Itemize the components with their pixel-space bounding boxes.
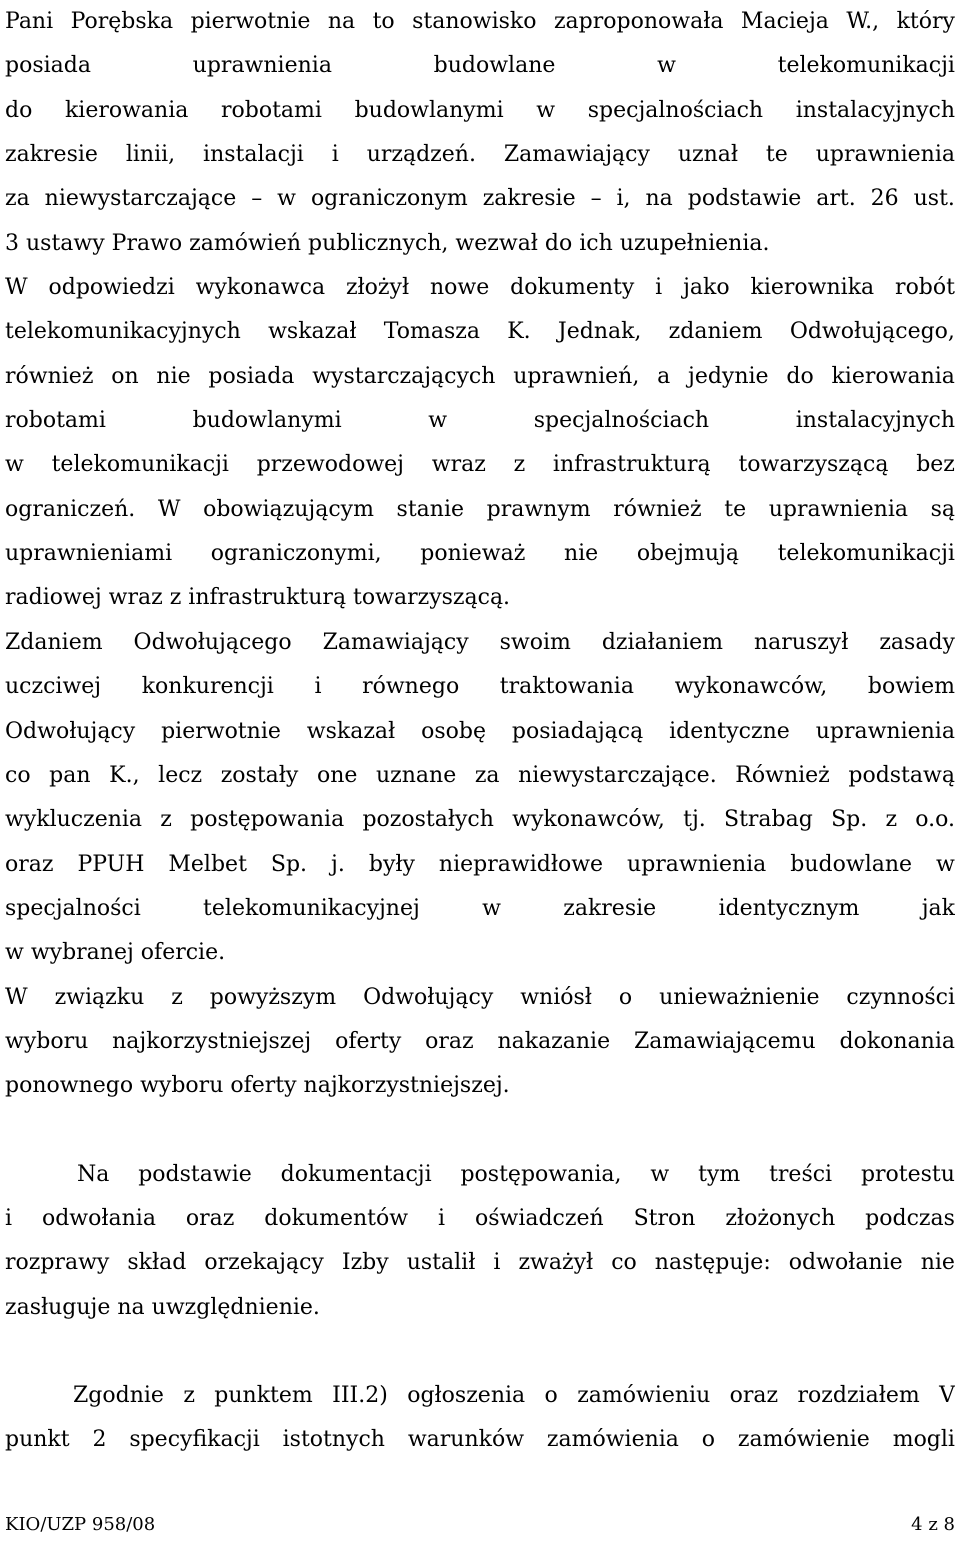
text-line: uczciwej konkurencji i równego traktowania wykonawców, bowiem xyxy=(5,674,955,700)
text-line: w telekomunikacji przewodowej wraz z infrastrukturą towarzyszącą bez xyxy=(5,452,955,478)
paragraph-spacer xyxy=(5,1109,955,1153)
text-line: Na podstawie dokumentacji postępowania, w tym treści protestu xyxy=(77,1161,955,1187)
text-line: Odwołujący pierwotnie wskazał osobę posiadającą identyczne uprawnienia xyxy=(5,718,955,744)
text-line: telekomunikacyjnych wskazał Tomasza K. Jednak, zdaniem Odwołującego, xyxy=(5,319,955,345)
text-line: do kierowania robotami budowlanymi w specjalnościach instalacyjnych xyxy=(5,97,955,123)
text-line: rozprawy skład orzekający Izby ustalił i zważył co następuje: odwołanie nie xyxy=(5,1250,955,1276)
text-line: wykluczenia z postępowania pozostałych wykonawców, tj. Strabag Sp. z o.o. xyxy=(5,807,955,833)
text-line: Zdaniem Odwołującego Zamawiający swoim działaniem naruszył zasady xyxy=(5,629,955,655)
text-line: W związku z powyższym Odwołujący wniósł o unieważnienie czynności xyxy=(5,984,955,1010)
text-line: posiada uprawnienia budowlane w telekomunikacji xyxy=(5,53,955,79)
text-line: oraz PPUH Melbet Sp. j. były nieprawidłowe uprawnienia budowlane w xyxy=(5,851,955,877)
text-line: za niewystarczające – w ograniczonym zakresie – i, na podstawie art. 26 ust. xyxy=(5,186,955,212)
text-line: robotami budowlanymi w specjalnościach instalacyjnych xyxy=(5,408,955,434)
text-line: zakresie linii, instalacji i urządzeń. Zamawiający uznał te uprawnienia xyxy=(5,142,955,168)
text-line: Pani Porębska pierwotnie na to stanowisko zaproponowała Macieja W., który xyxy=(5,9,955,34)
text-line: zasługuje na uwzględnienie. xyxy=(5,1294,320,1320)
text-line: również on nie posiada wystarczających uprawnień, a jedynie do kierowania xyxy=(5,363,955,389)
text-line: wyboru najkorzystniejszej oferty oraz nakazanie Zamawiającemu dokonania xyxy=(5,1028,955,1054)
paragraph xyxy=(5,1374,955,1463)
text-line: co pan K., lecz zostały one uznane za niewystarczające. Również podstawą xyxy=(5,762,955,788)
text-line: radiowej wraz z infrastrukturą towarzyszącą. xyxy=(5,585,511,611)
paragraph xyxy=(5,621,955,976)
paragraph xyxy=(5,0,955,621)
text-line: i odwołania oraz dokumentów i oświadczeń Stron złożonych podczas xyxy=(5,1205,955,1231)
text-line: W odpowiedzi wykonawca złożył nowe dokumenty i jako kierownika robót xyxy=(5,275,955,301)
text-line: uprawnieniami ograniczonymi, ponieważ nie obejmują telekomunikacji xyxy=(5,541,955,567)
text-line: Zgodnie z punktem III.2) ogłoszenia o zamówieniu oraz rozdziałem V xyxy=(73,1382,955,1408)
document-body xyxy=(5,0,955,1463)
paragraph xyxy=(5,976,955,1109)
paragraph-spacer xyxy=(5,1330,955,1374)
paragraph xyxy=(5,1153,955,1330)
text-line: ponownego wyboru oferty najkorzystniejszej. xyxy=(5,1073,510,1099)
text-line: punkt 2 specyfikacji istotnych warunków zamówienia o zamówienie mogli xyxy=(5,1427,955,1453)
text-line: 3 ustawy Prawo zamówień publicznych, wezwał do ich uzupełnienia. xyxy=(5,230,770,256)
text-line: specjalności telekomunikacyjnej w zakresie identycznym jak xyxy=(5,895,955,921)
page-footer xyxy=(5,1514,955,1536)
text-line: ograniczeń. W obowiązującym stanie prawnym również te uprawnienia są xyxy=(5,496,955,522)
page-number: 4 z 8 xyxy=(911,1514,955,1535)
text-line: w wybranej ofercie. xyxy=(5,940,226,966)
case-number: KIO/UZP 958/08 xyxy=(5,1514,156,1535)
